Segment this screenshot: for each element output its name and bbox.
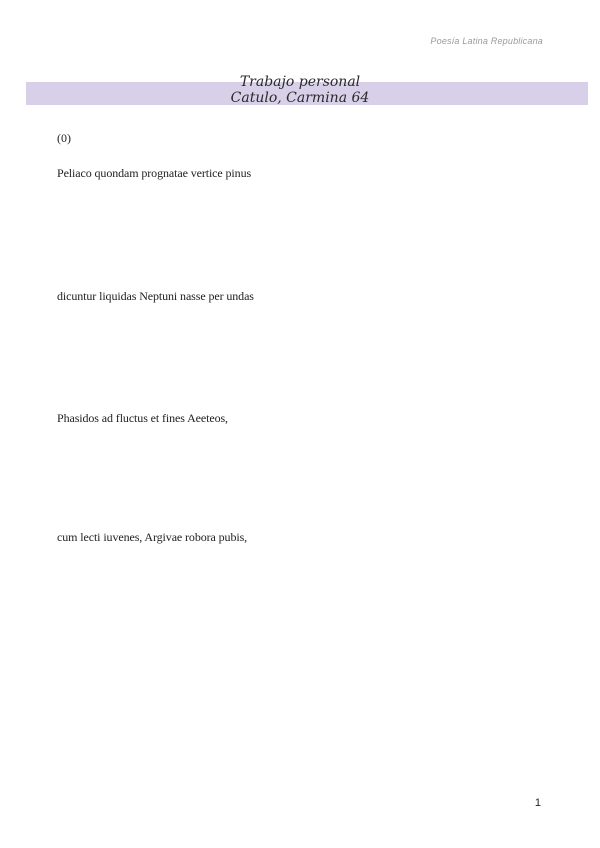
running-header: Poesía Latina Republicana (430, 36, 543, 46)
page-number: 1 (534, 797, 541, 809)
verse-line-3: Phasidos ad fluctus et fines Aeeteos, (57, 411, 228, 425)
section-marker: (0) (57, 131, 71, 145)
title-line-2: Catulo, Carmina 64 (230, 90, 370, 106)
document-title (0, 74, 600, 106)
verse-line-1: Peliaco quondam prognatae vertice pinus (57, 166, 252, 180)
title-line-1: Trabajo personal (239, 74, 361, 90)
verse-line-2: dicuntur liquidas Neptuni nasse per undas (57, 289, 254, 303)
verse-line-4: cum lecti iuvenes, Argivae robora pubis, (57, 530, 248, 544)
